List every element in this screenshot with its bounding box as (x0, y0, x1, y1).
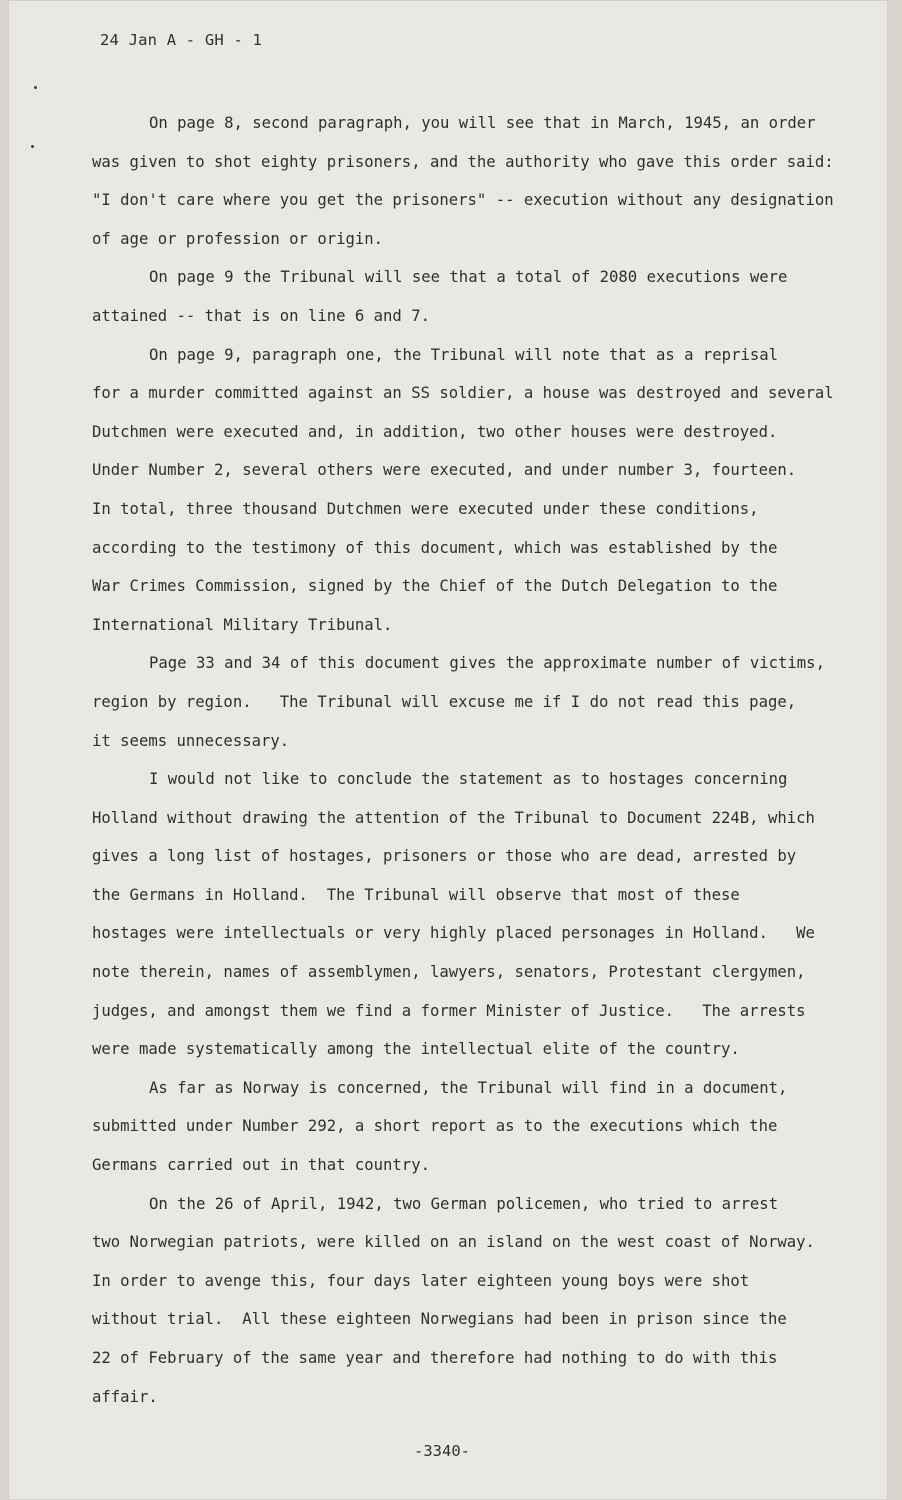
paragraph (92, 760, 872, 1069)
text-line: note therein, names of assemblymen, lawyers, senators, Protestant clergymen, (92, 963, 806, 982)
text-line: were made systematically among the intellectual elite of the country. (92, 1040, 740, 1059)
text-line: Holland without drawing the attention of the Tribunal to Document 224B, which (92, 808, 815, 827)
text-line: for a murder committed against an SS soldier, a house was destroyed and several (92, 384, 834, 403)
text-line: On page 9 the Tribunal will see that a total of 2080 executions were (149, 268, 788, 287)
text-line: affair. (92, 1387, 158, 1406)
document-page (8, 0, 888, 1500)
text-line: "I don't care where you get the prisoners" -- execution without any designation (92, 191, 834, 210)
paragraph (92, 104, 872, 258)
text-line: of age or profession or origin. (92, 229, 384, 248)
text-line: Page 33 and 34 of this document gives the approximate number of victims, (149, 654, 825, 673)
text-line: International Military Tribunal. (92, 615, 393, 634)
text-line: hostages were intellectuals or very highly placed personages in Holland. We (92, 924, 815, 943)
text-line: On page 9, paragraph one, the Tribunal will note that as a reprisal (149, 345, 779, 364)
page-number: -3340- (414, 1442, 470, 1460)
margin-mark (34, 86, 37, 89)
text-line: according to the testimony of this document, which was established by the (92, 538, 778, 557)
text-line: judges, and amongst them we find a former Minister of Justice. The arrests (92, 1001, 806, 1020)
text-line: War Crimes Commission, signed by the Chief of the Dutch Delegation to the (92, 577, 778, 596)
document-body (92, 104, 872, 1416)
page-header: 24 Jan A - GH - 1 (100, 31, 263, 49)
text-line: As far as Norway is concerned, the Tribunal will find in a document, (149, 1078, 788, 1097)
text-line: gives a long list of hostages, prisoners or those who are dead, arrested by (92, 847, 797, 866)
text-line: On page 8, second paragraph, you will see that in March, 1945, an order (149, 114, 816, 132)
paragraph (92, 258, 872, 335)
text-line: 22 of February of the same year and therefore had nothing to do with this (92, 1349, 778, 1367)
text-line: attained -- that is on line 6 and 7. (92, 306, 430, 325)
text-line: Dutchmen were executed and, in addition, two other houses were destroyed. (92, 422, 778, 441)
text-line: was given to shot eighty prisoners, and the authority who gave this order said: (92, 152, 834, 171)
text-line: two Norwegian patriots, were killed on an island on the west coast of Norway. (92, 1233, 815, 1252)
paragraph (92, 1185, 872, 1417)
margin-mark (31, 145, 34, 148)
text-line: In order to avenge this, four days later eighteen young boys were shot (92, 1271, 750, 1290)
text-line: Germans carried out in that country. (92, 1156, 430, 1175)
paragraph (92, 336, 872, 645)
paragraph (92, 1069, 872, 1185)
text-line: In total, three thousand Dutchmen were executed under these conditions, (92, 499, 759, 518)
text-line: the Germans in Holland. The Tribunal will observe that most of these (92, 885, 740, 904)
paragraph (92, 644, 872, 760)
text-line: Under Number 2, several others were executed, and under number 3, fourteen. (92, 461, 797, 480)
text-line: it seems unnecessary. (92, 731, 290, 750)
text-line: region by region. The Tribunal will excuse me if I do not read this page, (92, 692, 797, 711)
text-line: I would not like to conclude the statement as to hostages concerning (149, 770, 788, 789)
text-line: On the 26 of April, 1942, two German policemen, who tried to arrest (149, 1194, 779, 1213)
text-line: without trial. All these eighteen Norwegians had been in prison since the (92, 1310, 787, 1329)
text-line: submitted under Number 292, a short report as to the executions which the (92, 1117, 778, 1136)
